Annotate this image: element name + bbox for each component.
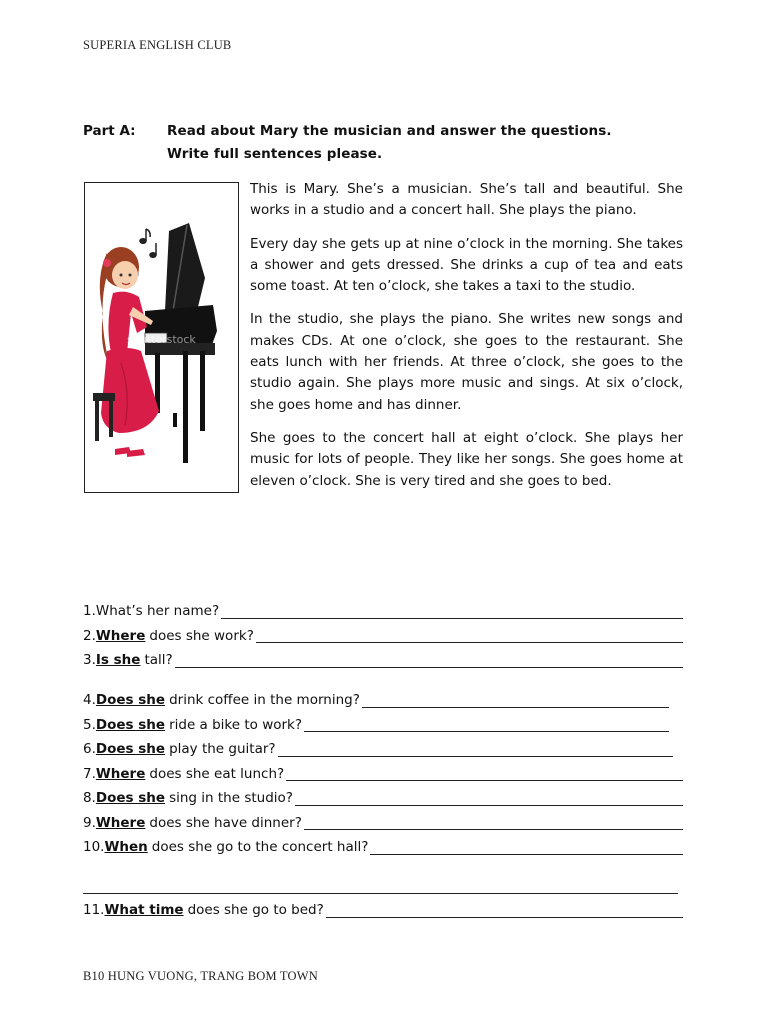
questions-group-1	[83, 599, 683, 673]
passage-paragraph-1: This is Mary. She’s a musician. She’s tall and beautiful. She works in a studio and a concert hall. She plays the piano.	[250, 181, 683, 219]
question-10: 10. When does she go to the concert hall?	[83, 835, 683, 860]
questions-group-2	[83, 688, 683, 860]
question-4: 4. Does she drink coffee in the morning?	[83, 688, 683, 713]
question-2: 2. Where does she work?	[83, 624, 683, 649]
question-11: 11. What time does she go to bed?	[83, 898, 683, 923]
answer-line[interactable]	[326, 901, 683, 918]
page-footer: B10 HUNG VUONG, TRANG BOM TOWN	[83, 969, 318, 983]
answer-line[interactable]	[295, 789, 683, 806]
musician-illustration	[84, 182, 239, 493]
answer-line[interactable]	[286, 764, 683, 781]
passage-paragraph-2: Every day she gets up at nine o’clock in the morning. She takes a shower and gets dressed. She drinks a cup of tea and eats some toast. At ten o’clock, she takes a taxi to the studio.	[250, 235, 683, 295]
answer-line[interactable]	[362, 691, 669, 708]
answer-line[interactable]	[304, 715, 669, 732]
answer-line[interactable]	[256, 626, 683, 643]
answer-line[interactable]	[175, 651, 683, 668]
answer-line[interactable]	[221, 602, 683, 619]
question-1: 1. What’s her name?	[83, 599, 683, 624]
question-6: 6. Does she play the guitar?	[83, 737, 683, 762]
instruction-line-2: Write full sentences please.	[167, 146, 383, 162]
woman-playing-piano-illustration	[85, 183, 237, 491]
reading-passage	[250, 179, 683, 504]
answer-line[interactable]	[278, 740, 673, 757]
passage-paragraph-4: She goes to the concert hall at eight o’clock. She plays her music for lots of people. They like her songs. She goes home at eleven o’clock. She is very tired and she goes to bed.	[250, 429, 683, 489]
part-label: Part A:	[83, 123, 136, 139]
question-7: 7. Where does she eat lunch?	[83, 762, 683, 787]
instruction-line-1: Read about Mary the musician and answer the questions.	[167, 123, 612, 139]
watermark-text: shutterstock	[127, 333, 196, 346]
page-header: SUPERIA ENGLISH CLUB	[83, 38, 232, 52]
questions-group-3	[83, 898, 683, 923]
answer-line[interactable]	[370, 838, 683, 855]
passage-paragraph-3: In the studio, she plays the piano. She writes new songs and makes CDs. At one o’clock, she goes to the restaurant. She eats lunch with her friends. At three o’clock, she goes to the studio again. She plays more music and sings. At six o’clock, she goes home and has dinner.	[250, 311, 683, 413]
question-3: 3. Is she tall?	[83, 648, 683, 673]
answer-line-extra[interactable]	[83, 893, 678, 894]
question-5: 5. Does she ride a bike to work?	[83, 713, 683, 738]
question-9: 9. Where does she have dinner?	[83, 811, 683, 836]
answer-line[interactable]	[304, 813, 683, 830]
question-8: 8. Does she sing in the studio?	[83, 786, 683, 811]
